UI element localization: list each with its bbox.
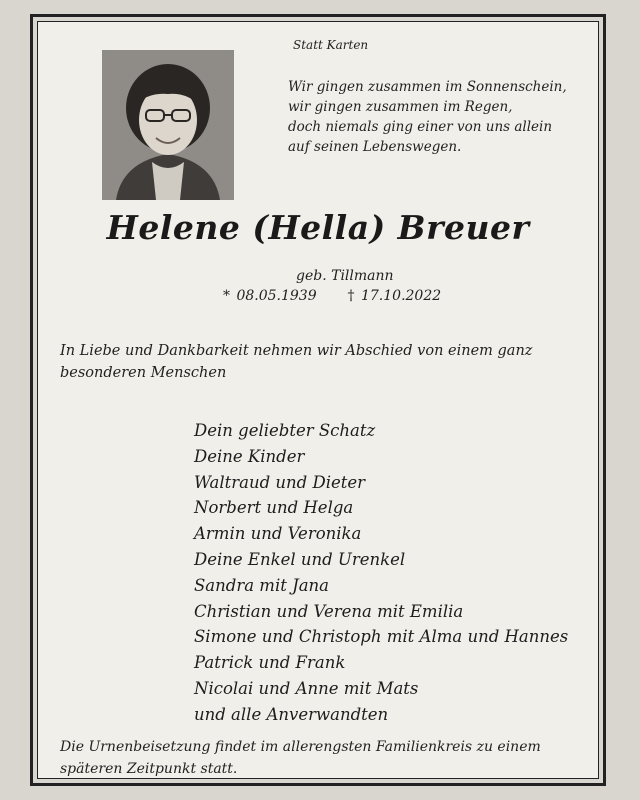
- life-dates: [223, 288, 441, 304]
- header-statt-karten: Statt Karten: [293, 38, 369, 52]
- mourner-line: Deine Enkel und Urenkel: [194, 549, 406, 569]
- mourner-line: Sandra mit Jana: [194, 575, 330, 595]
- mourner-line: Dein geliebter Schatz: [194, 421, 376, 440]
- maiden-name: geb. Tillmann: [296, 268, 394, 284]
- mourner-line: Armin und Veronika: [194, 524, 362, 544]
- poem-line: auf seinen Lebenswegen.: [288, 139, 462, 155]
- mourners-list: [194, 418, 568, 728]
- deceased-name: Helene (Hella) Breuer: [106, 208, 530, 247]
- mourner-line: und alle Anverwandten: [194, 704, 389, 724]
- mourner-line: Deine Kinder: [194, 446, 305, 466]
- poem-line: doch niemals ging einer von uns allein: [288, 119, 553, 135]
- poem-line: wir gingen zusammen im Regen,: [288, 99, 513, 115]
- farewell-intro: In Liebe und Dankbarkeit nehmen wir Abschied von einem ganz besonderen Menschen: [60, 343, 533, 381]
- portrait-image: [102, 50, 234, 200]
- obituary-inner-frame: [37, 21, 599, 779]
- mourner-line: Patrick und Frank: [194, 653, 346, 673]
- mourner-line: Christian und Verena mit Emilia: [194, 601, 464, 621]
- mourner-line: Simone und Christoph mit Alma und Hannes: [194, 627, 569, 647]
- burial-note: Die Urnenbeisetzung findet im allerengsten Familienkreis zu einem späteren Zeitpunkt statt.: [60, 739, 541, 777]
- mourner-line: Waltraud und Dieter: [194, 472, 366, 492]
- death-symbol: †: [347, 288, 355, 304]
- birth-symbol: *: [223, 288, 230, 304]
- portrait-photo: [102, 50, 234, 200]
- mourner-line: Nicolai und Anne mit Mats: [194, 678, 419, 698]
- mourner-line: Norbert und Helga: [194, 498, 354, 518]
- obituary-notice: [30, 14, 606, 786]
- death-date: 17.10.2022: [360, 288, 442, 304]
- birth-date: 08.05.1939: [236, 288, 317, 304]
- poem: [288, 77, 567, 157]
- poem-line: Wir gingen zusammen im Sonnenschein,: [288, 79, 567, 95]
